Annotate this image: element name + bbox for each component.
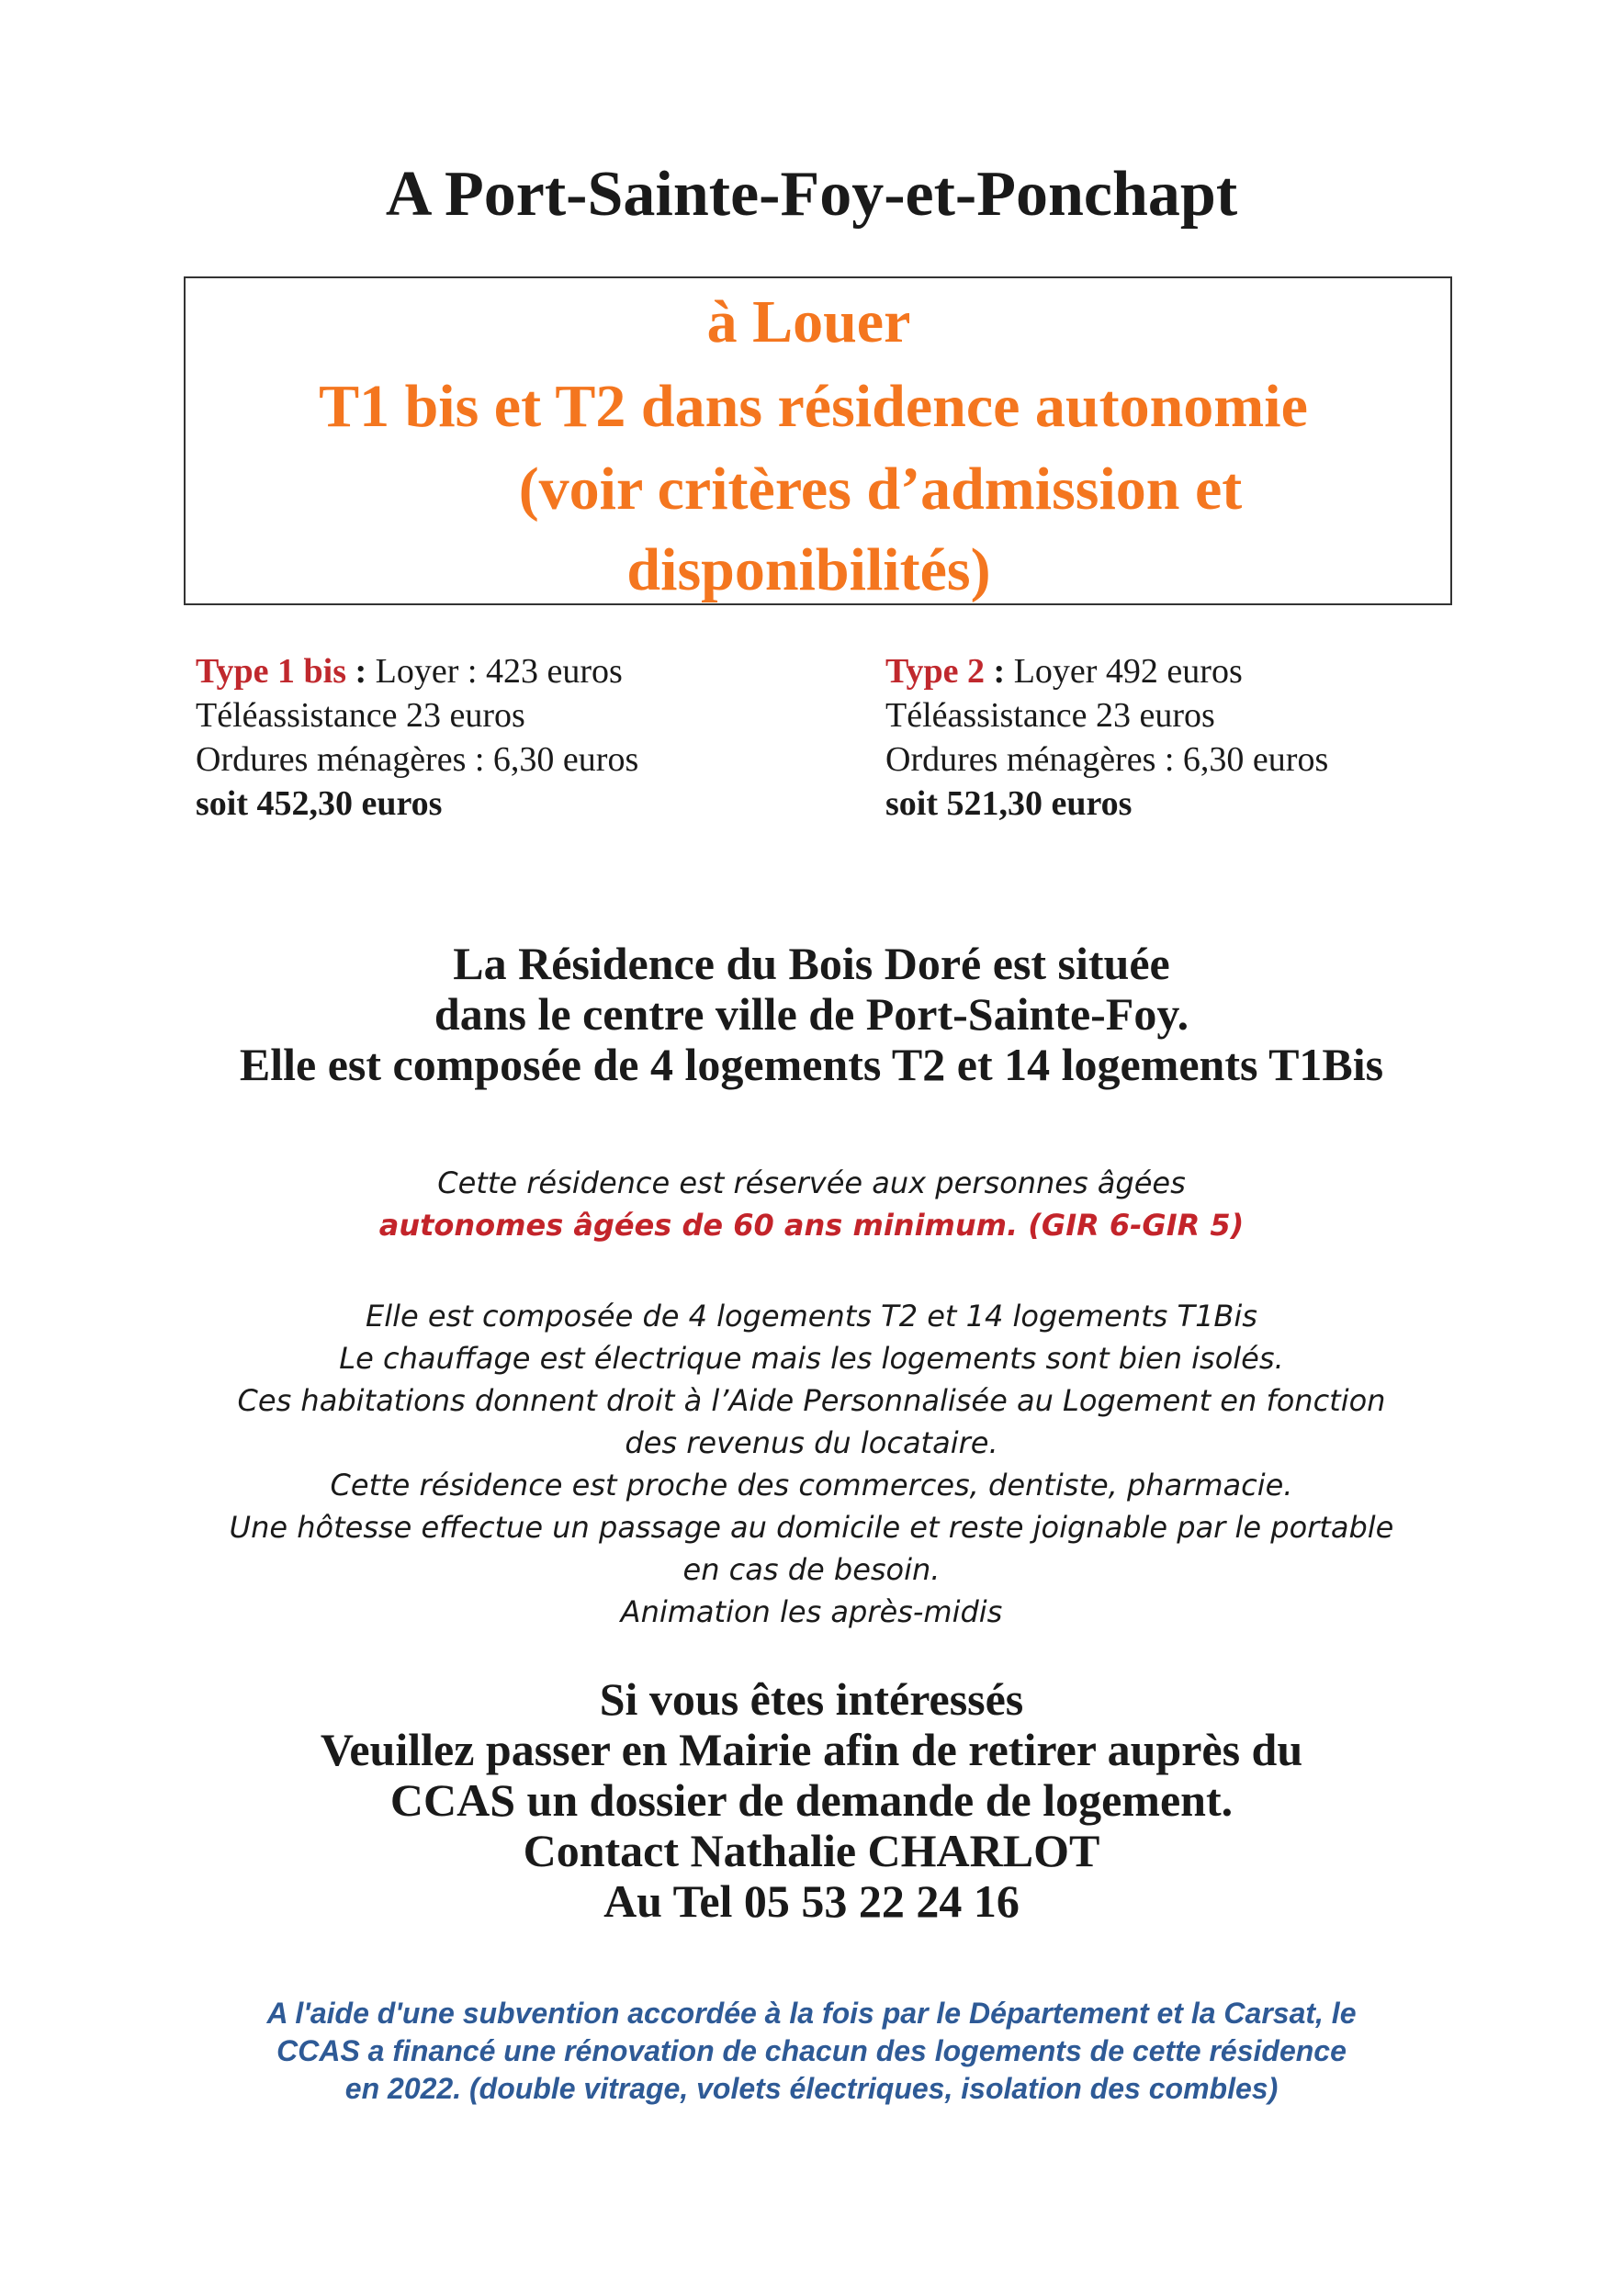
detail-line: Animation les après-midis	[620, 1594, 1003, 1629]
detail-line: Le chauffage est électrique mais les logements sont bien isolés.	[339, 1341, 1284, 1376]
residence-line: dans le centre ville de Port-Sainte-Foy.	[434, 988, 1189, 1040]
footnote-line: en 2022. (double vitrage, volets électriques, isolation des combles)	[344, 2072, 1279, 2105]
rent-box-line: disponibilités)	[626, 536, 991, 603]
subsidy-footnote	[0, 1995, 1623, 2108]
detail-line: Elle est composée de 4 logements T2 et 14 logements T1Bis	[366, 1299, 1257, 1334]
ordures-line: Ordures ménagères : 6,30 euros	[196, 740, 639, 779]
total-line: soit 521,30 euros	[885, 784, 1133, 823]
price-rent-line	[196, 649, 638, 693]
residence-line: Elle est composée de 4 logements T2 et 14 logements T1Bis	[239, 1039, 1384, 1090]
contact-line: Si vous êtes intéressés	[599, 1673, 1024, 1725]
tele-line: Téléassistance 23 euros	[196, 696, 525, 735]
page-title: A Port-Sainte-Foy-et-Ponchapt	[385, 159, 1238, 230]
contact-block	[0, 1674, 1623, 1927]
detail-line: des revenus du locataire.	[625, 1425, 998, 1460]
rent-box-line: (voir critères d’admission et	[518, 456, 1243, 523]
rent-box-line: à Louer	[706, 288, 911, 355]
detail-line: Ces habitations donnent droit à l’Aide Personnalisée au Logement en fonction	[237, 1383, 1386, 1418]
footnote-line: A l'aide d'une subvention accordée à la fois par le Département et la Carsat, le	[266, 1997, 1357, 2030]
total-line: soit 452,30 euros	[196, 784, 443, 823]
contact-name: Contact Nathalie CHARLOT	[523, 1825, 1100, 1876]
type-label: Type 2	[885, 652, 986, 691]
details-block	[0, 1295, 1623, 1633]
type-label: Type 1 bis	[196, 652, 347, 691]
rent-value: Loyer : 423 euros	[375, 652, 623, 691]
detail-line: en cas de besoin.	[682, 1552, 941, 1587]
price-type1	[196, 649, 638, 826]
reserved-criteria: autonomes âgées de 60 ans minimum. (GIR 6-GIR 5)	[378, 1208, 1245, 1243]
type-colon: :	[985, 652, 1014, 691]
residence-description	[0, 939, 1623, 1090]
contact-phone: Au Tel 05 53 22 24 16	[603, 1875, 1020, 1927]
detail-line: Une hôtesse effectue un passage au domicile et reste joignable par le portable	[229, 1510, 1394, 1545]
reserved-line: Cette résidence est réservée aux personnes âgées	[437, 1165, 1186, 1200]
rent-value: Loyer 492 euros	[1013, 652, 1243, 691]
tele-line: Téléassistance 23 euros	[885, 696, 1215, 735]
footnote-line: CCAS a financé une rénovation de chacun des logements de cette résidence	[276, 2034, 1347, 2067]
contact-line: Veuillez passer en Mairie afin de retirer auprès du	[320, 1724, 1303, 1775]
rent-box-line: T1 bis et T2 dans résidence autonomie	[319, 373, 1308, 440]
type-colon: :	[346, 652, 376, 691]
price-type2	[885, 649, 1328, 826]
contact-line: CCAS un dossier de demande de logement.	[389, 1774, 1234, 1826]
price-rent-line	[885, 649, 1328, 693]
reserved-notice	[0, 1162, 1623, 1246]
rent-box	[184, 276, 1452, 605]
detail-line: Cette résidence est proche des commerces, dentiste, pharmacie.	[330, 1468, 1293, 1503]
ordures-line: Ordures ménagères : 6,30 euros	[885, 740, 1329, 779]
residence-line: La Résidence du Bois Doré est située	[453, 938, 1170, 989]
